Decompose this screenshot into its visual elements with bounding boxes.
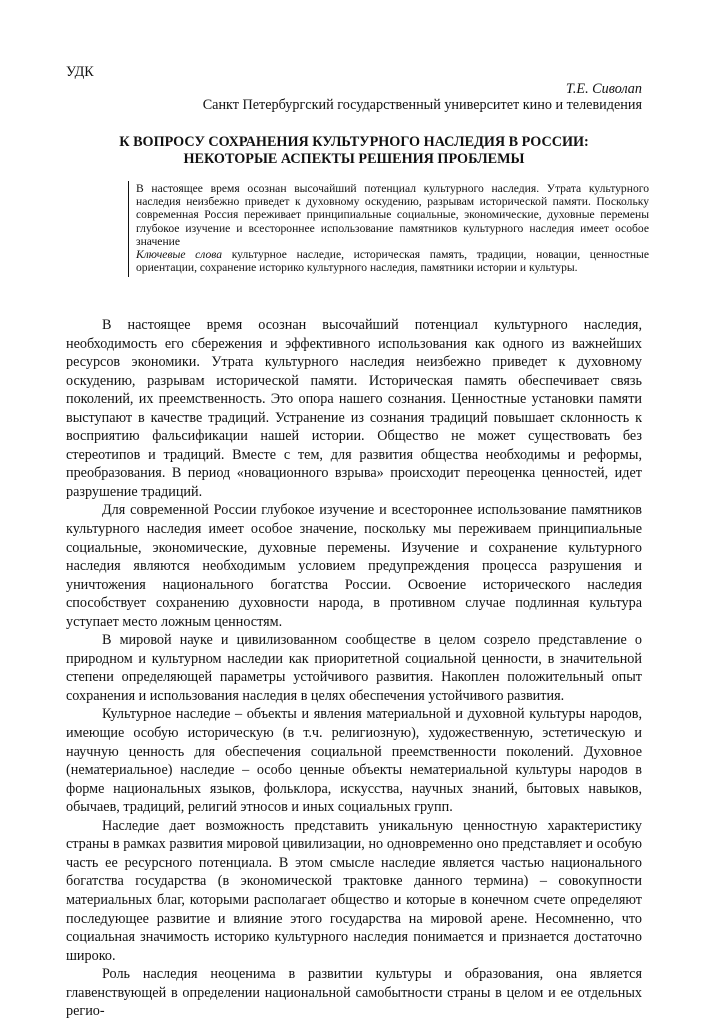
body-paragraph: Роль наследия неоценима в развитии культуры и образования, она является главенствующей в определении национальной самобытности страны в целом и ее отдельных регио- <box>66 966 642 1020</box>
author-name: Т.Е. Сиволап <box>565 81 642 97</box>
abstract-block <box>128 181 649 277</box>
author-affiliation: Санкт Петербургский государственный университет кино и телевидения <box>202 97 642 113</box>
keywords-label: Ключевые слова <box>136 248 223 262</box>
keywords <box>136 248 649 274</box>
body-paragraph: Для современной России глубокое изучение и всестороннее использование памятников культурного наследия имеет особое значение, поскольку мы переживаем принципиальные социальные, экономические, духовные перемены. Изучение и сохранение культурного наследия являются необходимым условием предупреждения процесса разрушения и уничтожения национального богатства России. Освоение исторического наследия способствует сохранению духовности народа, в противном случае подлинная культура уступает место ложным ценностям. <box>66 502 642 630</box>
body-paragraph: Культурное наследие – объекты и явления материальной и духовной культуры народов, имеющие особую историческую (в т.ч. религиозную), художественную, эстетическую и научную ценность для обеспечения социальной преемственности поколений. Духовное (нематериальное) наследие – особо ценные объекты нематериальной культуры народов в форме национальных языков, фольклора, искусства, научных знаний, бытовых навыков, обычаев, традиций, религий этносов и иных социальных групп. <box>66 706 642 816</box>
udk-label: УДК <box>66 64 94 80</box>
body-paragraph: В мировой науке и цивилизованном сообществе в целом созрело представление о природном и культурном наследии как приоритетной социальной ценности, в значительной степени определяющей параметры устойчивого развития. Накоплен положительный опыт сохранения и использования наследия в целях обеспечения устойчивого развития. <box>66 632 642 704</box>
body-paragraph: Наследие дает возможность представить уникальную ценностную характеристику страны в рамках развития мировой цивилизации, но одновременно оно представляет и особую часть ее ресурсного потенциала. В этом смысле наследие является частью национального богатства государства (в экономической трактовке данного термина) – совокупности материальных благ, которыми располагает общество и которые в конечном счете определяют последующее развитие и влияние этого государства на мировой арене. Несомненно, что социальная значимость историко культурного наследия понимается и признается достаточно широко. <box>66 817 642 964</box>
body-text <box>66 316 642 1021</box>
paper-title-line-2: НЕКОТОРЫЕ АСПЕКТЫ РЕШЕНИЯ ПРОБЛЕМЫ <box>183 150 525 167</box>
keywords-list: культурное наследие, историческая память, традиции, новации, ценностные ориентации, сохранение историко культурного наследия, памятники истории и культуры. <box>136 248 649 275</box>
paper-title <box>66 134 642 167</box>
abstract-text: В настоящее время осознан высочайший потенциал культурного наследия. Утрата культурного наследия неизбежно приведет к духовному оскудению, разрывам исторической памяти. Поскольку современная Россия переживает принципиальные социальные, экономические, духовные перемены глубокое изучение и всестороннее использование памятников культурного наследия имеет особое значение <box>136 182 649 248</box>
body-paragraph: В настоящее время осознан высочайший потенциал культурного наследия, необходимость его сбережения и эффективного использования как одного из важнейших ресурсов экономики. Утрата культурного наследия неизбежно приведет к духовному оскудению, разрывам исторической памяти. Историческая память обеспечивает связь поколений, их преемственность. Это опора нашего сознания. Ценностные установки памяти выступают в качестве традиций. Устранение из сознания традиций повышает склонность к восприятию фальсификации нашей истории. Общество не может существовать без стереотипов и традиций. Вместе с тем, для развития общества необходимы и реформы, преобразования. В период «новационного взрыва» происходит переоценка ценностей, идет разрушение традиций. <box>66 317 642 500</box>
paper-title-line-1: К ВОПРОСУ СОХРАНЕНИЯ КУЛЬТУРНОГО НАСЛЕДИЯ В РОССИИ: <box>119 134 589 150</box>
